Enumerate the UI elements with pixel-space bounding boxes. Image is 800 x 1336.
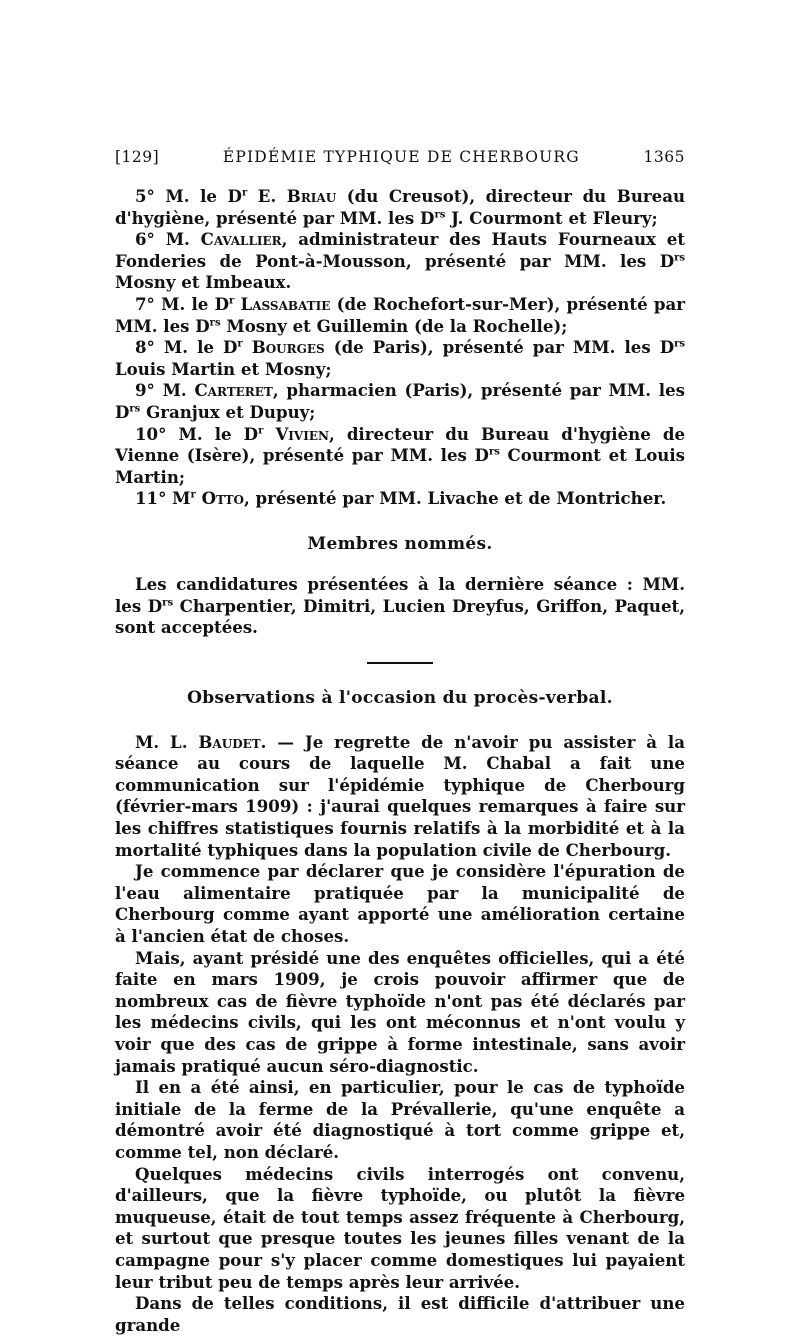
document-page <box>115 148 685 1336</box>
paragraph: Dans de telles conditions, il est difficile d'attribuer une grande <box>115 1293 685 1335</box>
list-item: 8° M. le $D^r$ Bourges (de Paris), présenté par MM. les $D^{rs}$ Louis Martin et Mosny; <box>115 337 685 379</box>
running-header <box>115 148 685 166</box>
paragraph: M. L. Baudet. — Je regrette de n'avoir pu assister à la séance au cours de laquelle M. Chabal a fait une communication sur l'épidémie typhique de Cherbourg (février-mars 1909) : j'aurai quelques remarques à faire sur les chiffres statistiques fournis relatifs à la morbidité et à la mortalité typhiques dans la population civile de Cherbourg. <box>115 731 685 860</box>
speaker-name: M. L. Baudet. <box>135 731 267 752</box>
list-item: 9° M. Carteret, pharmacien (Paris), présenté par MM. les $D^{rs}$ Granjux et Dupuy; <box>115 380 685 422</box>
member-list <box>115 186 685 510</box>
running-title: ÉPIDÉMIE TYPHIQUE DE CHERBOURG <box>222 148 580 166</box>
paragraph: Quelques médecins civils interrogés ont convenu, d'ailleurs, que la fièvre typhoïde, ou plutôt la fièvre muqueuse, était de tout temps assez fréquente à Cherbourg, et surtout que presque toutes les jeunes filles venant de la campagne pour s'y placer comme domestiques lui payaient leur tribut peu de temps après leur arrivée. <box>115 1163 685 1292</box>
section-divider <box>367 662 433 664</box>
paragraph: Je commence par déclarer que je considère l'épuration de l'eau alimentaire pratiquée par la municipalité de Cherbourg comme ayant apporté une amélioration certaine à l'ancien état de choses. <box>115 861 685 947</box>
list-item: 6° M. Cavallier, administrateur des Hauts Fourneaux et Fonderies de Pont-à-Mousson, présenté par MM. les $D^{rs}$ Mosny et Imbeaux. <box>115 229 685 293</box>
list-item: 7° M. le $D^r$ Lassabatie (de Rochefort-sur-Mer), présenté par MM. les $D^{rs}$ Mosny et Guillemin (de la Rochelle); <box>115 293 685 336</box>
paragraph: Mais, ayant présidé une des enquêtes officielles, qui a été faite en mars 1909, je crois pouvoir affirmer que de nombreux cas de fièvre typhoïde n'ont pas été déclarés par les médecins civils, qui les ont méconnus et n'ont voulu y voir que des cas de grippe à forme intestinale, sans avoir jamais pratiqué aucun séro-diagnostic. <box>115 947 685 1076</box>
page-ref: [129] <box>115 148 160 166</box>
list-item: 11° $M^r$ Otto, présenté par MM. Livache et de Montricher. <box>135 488 667 509</box>
paragraph: Il en a été ainsi, en particulier, pour le cas de typhoïde initiale de la ferme de la Prévallerie, qu'une enquête a démontré avoir été diagnostiqué à tort comme grippe et, comme tel, non déclaré. <box>115 1077 685 1162</box>
section-heading-observations: Observations à l'occasion du procès-verbal. <box>187 687 613 708</box>
list-item: 5° M. le $D^r$ E. Briau (du Creusot), directeur du Bureau d'hygiène, présenté par MM. les $D^{rs}$ J. Courmont et Fleury; <box>115 186 686 228</box>
section-heading-membres: Membres nommés. <box>307 533 493 554</box>
list-item: 10° M. le $D^r$ Vivien, directeur du Bureau d'hygiène de Vienne (Isère), présenté par MM. les $D^{rs}$ Courmont et Louis Martin; <box>115 423 686 487</box>
page-number: 1365 <box>643 148 685 166</box>
membres-paragraph: Les candidatures présentées à la dernière séance : MM. les $D^{rs}$ Charpentier, Dimitri, Lucien Dreyfus, Griffon, Paquet, sont acceptées. <box>115 573 685 638</box>
